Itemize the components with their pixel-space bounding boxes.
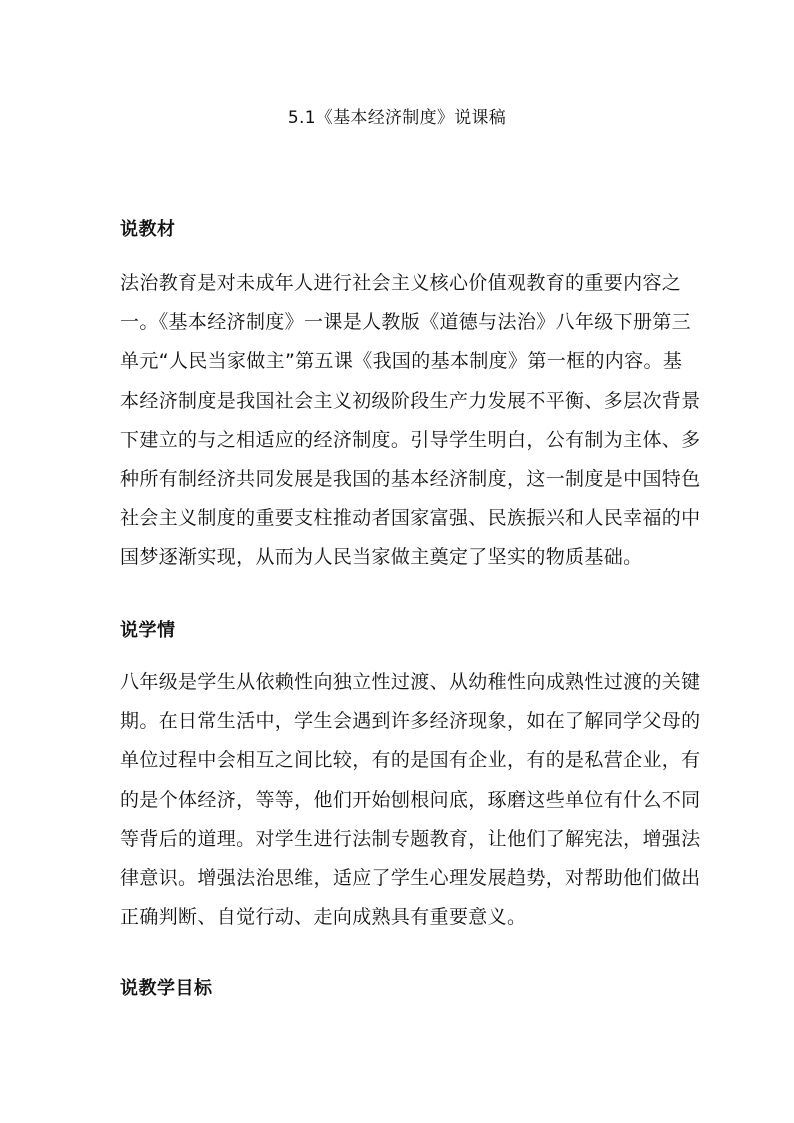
- section-heading-students: 说学情: [120, 620, 176, 641]
- paragraph-line: 一。《基本经济制度》一课是人教版《道德与法治》八年级下册第三: [120, 311, 692, 334]
- paragraph-line: 正确判断、自觉行动、走向成熟具有重要意义。: [120, 906, 527, 929]
- paragraph-line: 律意识。增强法治思维，适应了学生心理发展趋势，对帮助他们做出: [120, 867, 701, 890]
- paragraph-line: 的是个体经济，等等，他们开始刨根问底，琢磨这些单位有什么不同: [120, 788, 701, 811]
- paragraph-line: 等背后的道理。对学生进行法制专题教育，让他们了解宪法，增强法: [120, 827, 701, 850]
- paragraph-line: 种所有制经济共同发展是我国的基本经济制度，这一制度是中国特色: [120, 468, 701, 491]
- section-heading-objectives: 说教学目标: [120, 978, 213, 999]
- paragraph-line: 单元“人民当家做主”第五课《我国的基本制度》第一框的内容。基: [120, 350, 683, 373]
- paragraph-line: 下建立的与之相适应的经济制度。引导学生明白，公有制为主体、多: [120, 428, 701, 451]
- document-title: 5.1《基本经济制度》说课稿: [287, 108, 507, 128]
- section-heading-textbook: 说教材: [120, 219, 176, 240]
- paragraph-line: 单位过程中会相互之间比较，有的是国有企业，有的是私营企业，有: [120, 749, 701, 772]
- section-body-students: [120, 663, 701, 937]
- paragraph-line: 本经济制度是我国社会主义初级阶段生产力发展不平衡、多层次背景: [120, 389, 701, 412]
- paragraph-line: 国梦逐渐实现，从而为人民当家做主奠定了坚实的物质基础。: [120, 546, 643, 569]
- section-body-textbook: [120, 264, 701, 578]
- paragraph-line: 期。在日常生活中，学生会遇到许多经济现象，如在了解同学父母的: [120, 710, 701, 733]
- paragraph-line: 社会主义制度的重要支柱推动者国家富强、民族振兴和人民幸福的中: [120, 507, 701, 530]
- paragraph-line: 法治教育是对未成年人进行社会主义核心价值观教育的重要内容之: [120, 272, 682, 294]
- paragraph-line: 八年级是学生从依赖性向独立性过渡、从幼稚性向成熟性过渡的关键: [120, 671, 701, 693]
